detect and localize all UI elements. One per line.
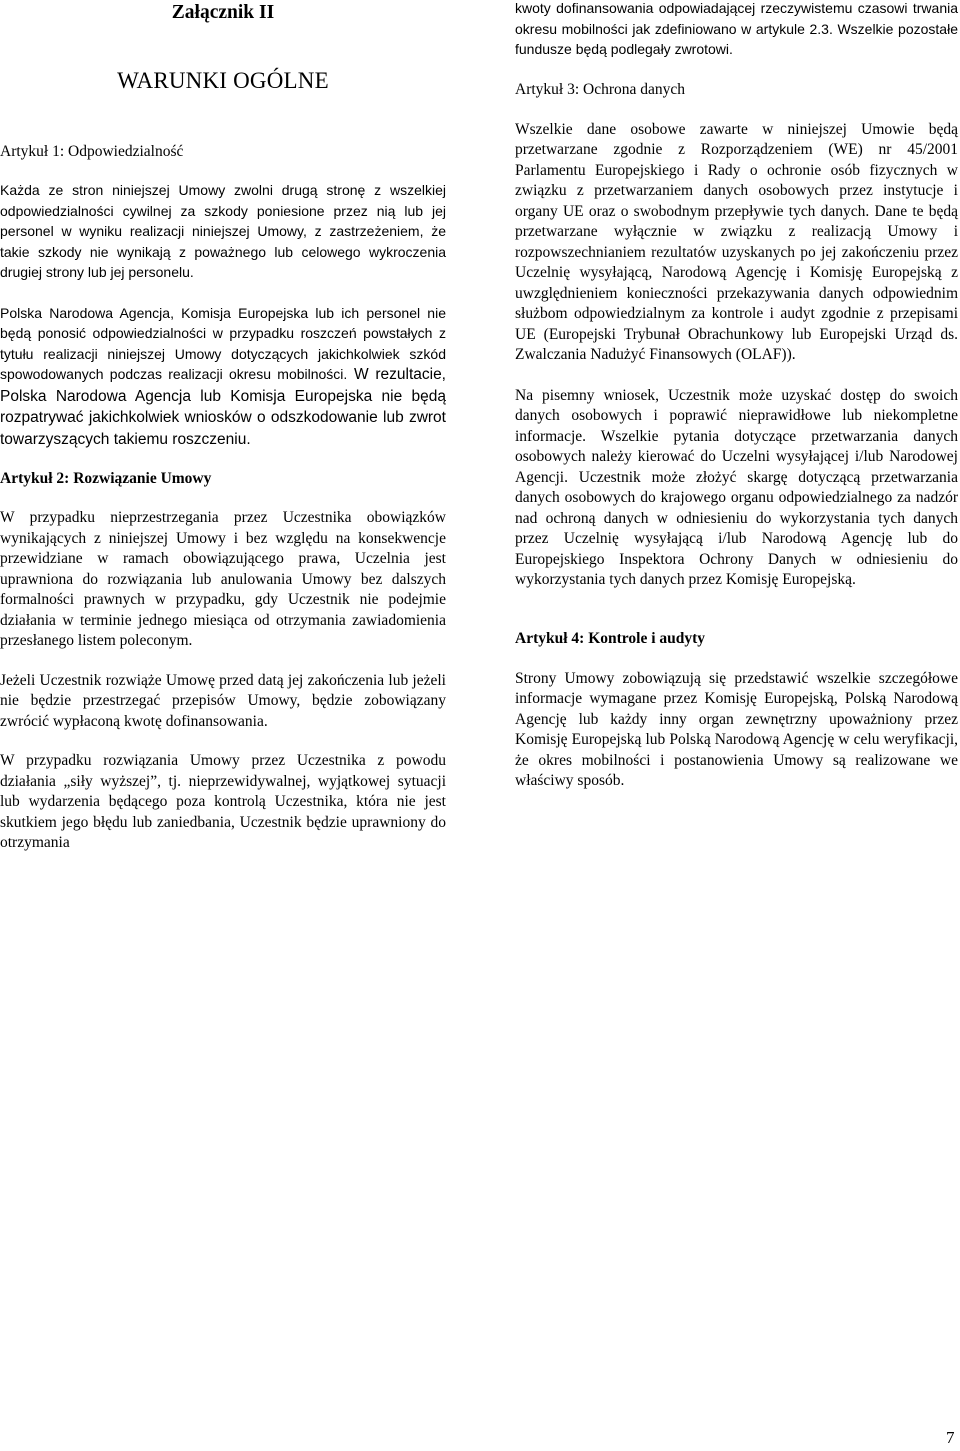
article-1-heading: Artykuł 1: Odpowiedzialność (0, 143, 184, 160)
article-2-heading: Artykuł 2: Rozwiązanie Umowy (0, 470, 212, 487)
article-3-paragraph-1: Wszelkie dane osobowe zawarte w niniejszej Umowie będą przetwarzane zgodnie z Rozporządzeniem (WE) nr 45/2001 Parlamentu Europejskiego i Rady o ochronie osób fizycznych w związku z przetwarzaniem danych osobowych przez instytucje i organy UE oraz o swobodnym przepływie tych danych. Dane te będą przetwarzane wyłącznie w związku z realizacją Umowy i rozpowszechnianiem rezultatów uzyskanych po jej zakończeniu przez Uczelnię wysyłającą, Narodową Agencję i Komisję Europejską z uwzględnieniem konieczności przekazywania danych odpowiednim służbom odpowiedzialnym za kontrole i audyt zgodnie z przepisami UE (Europejski Trybunał Obrachunkowy lub Europejski Urząd ds. Zwalczania Nadużyć Finansowych (OLAF)). (515, 120, 958, 363)
article-2-paragraph-1: W przypadku nieprzestrzegania przez Uczestnika obowiązków wynikających z niniejszej Umowy i bez względu na konsekwencje przewidziane w ramach obowiązującego prawa, Uczelnia jest uprawniona do rozwiązania lub anulowania Umowy bez dalszych formalności prawnych w przypadku, gdy Uczestnik nie podejmie działania w terminie jednego miesiąca od otrzymania zawiadomienia przesłanego listem poleconym. (0, 509, 446, 649)
article-1-paragraph-1: Każda ze stron niniejszej Umowy zwolni drugą stronę z wszelkiej odpowiedzialności cywilnej za szkody poniesione przez nią lub jej personel w wyniku realizacji niniejszej Umowy, z zastrzeżeniem, że takie szkody nie wynikają z poważnego lub celowego wykroczenia drugiej strony lub jej personelu. (0, 182, 446, 280)
article-3-paragraph-2: Na pisemny wniosek, Uczestnik może uzyskać dostęp do swoich danych osobowych i poprawić nieprawidłowe lub niekompletne informacje. Wszelkie pytania dotyczące przetwarzania danych osobowych należy kierować do Uczelni wysyłającej i/lub Narodowej Agencji. Uczestnik może złożyć skargę dotyczącą przetwarzania danych osobowych do krajowego organu odpowiedzialnego za nadzór nad ochroną danych w odniesieniu do wykorzystania tych danych przez Uczelnię wysyłającą i/lub Narodową Agencję lub do Europejskiego Inspektora Ochrony Danych w odniesieniu do wykorzystania tych danych przez Komisję Europejską. (515, 386, 958, 588)
article-2-paragraph-3: W przypadku rozwiązania Umowy przez Uczestnika z powodu działania „siły wyższej”, tj. nieprzewidywalnej, wyjątkowej sytuacji lub wydarzenia będącego poza kontrolą Uczestnika, która nie jest skutkiem jego błędu lub zaniedbania, Uczestnik będzie uprawniony do otrzymania (0, 752, 446, 851)
page-number: 7 (946, 1428, 955, 1447)
article-2-paragraph-2: Jeżeli Uczestnik rozwiąże Umowę przed datą jej zakończenia lub jeżeli nie będzie przestrzegać przepisów Umowy, będzie zobowiązany zwrócić wypłaconą kwotę dofinansowania. (0, 671, 446, 730)
article-2-continuation: kwoty dofinansowania odpowiadającej rzeczywistemu czasowi trwania okresu mobilności jak zdefiniowano w artykule 2.3. Wszelkie pozostałe fundusze będą podlegały zwrotowi. (515, 0, 958, 57)
left-column (0, 0, 446, 854)
annex-title: Załącznik II (171, 2, 275, 23)
article-1-paragraph-2-sans: Polska Narodowa Agencja, Komisja Europejska lub ich personel nie będą ponosić odpowiedzialności w przypadku roszczeń powstałych z tytułu realizacji niniejszej Umowy dotyczących jakichkolwiek szkód spowodowanych podczas realizacji okresu mobilności. (0, 304, 446, 382)
article-1-paragraph-2-serif: W rezultacie, Polska Narodowa Agencja lub Komisja Europejska nie będą rozpatrywać jakichkolwiek wniosków o odszkodowanie lub zwrot towarzyszących takiemu roszczeniu. (0, 366, 446, 448)
article-3-heading: Artykuł 3: Ochrona danych (515, 80, 686, 98)
document-subtitle: WARUNKI OGÓLNE (117, 68, 329, 93)
article-1-paragraph-2 (0, 303, 446, 451)
article-4-heading: Artykuł 4: Kontrole i audyty (515, 629, 706, 647)
right-column (515, 0, 958, 792)
article-4-paragraph-1: Strony Umowy zobowiązują się przedstawić wszelkie szczegółowe informacje wymagane przez Komisję Europejską, Polską Narodową Agencję lub każdy inny organ zewnętrzny upoważniony przez Komisję Europejską lub Polską Narodową Agencję w celu weryfikacji, że okres mobilności i postanowienia Umowy są realizowane we właściwy sposób. (515, 669, 958, 789)
